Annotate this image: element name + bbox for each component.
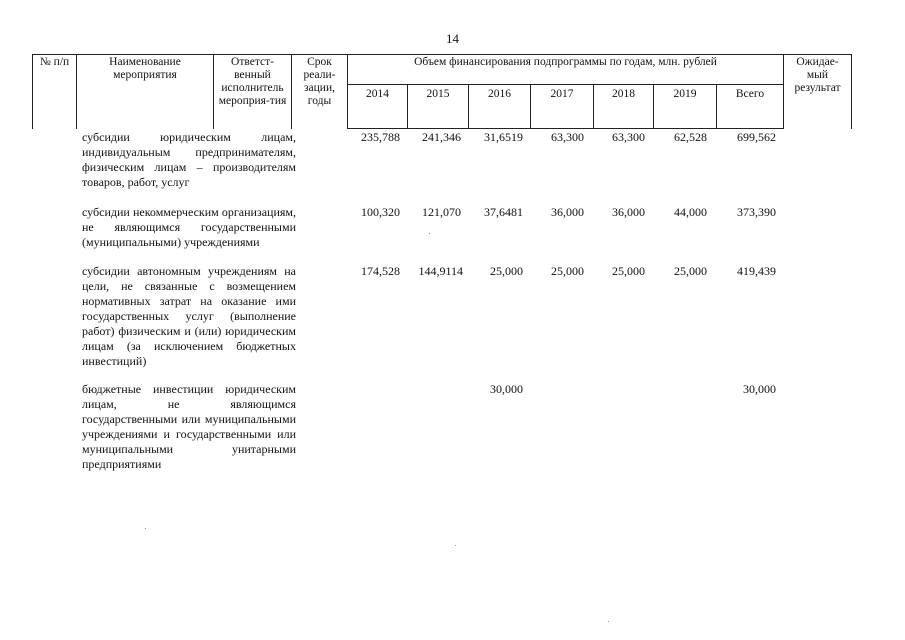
- header-year-2015: 2015: [408, 85, 469, 129]
- header-name: Наименование мероприятия: [77, 55, 214, 129]
- row-2-2016: 37,6481: [484, 205, 523, 219]
- row-3-2019: 25,000: [674, 264, 707, 278]
- header-year-2016: 2016: [469, 85, 531, 129]
- row-2-2018: 36,000: [612, 205, 645, 219]
- row-2-2019: 44,000: [674, 205, 707, 219]
- row-3-name: субсидии автономным учреждениям на цели, не связанные с возмещением нормативных затрат на оказание ими государственных услуг (выполнение работ) физическим и (или) юридическим лицам (за исключением бюджетных инвестиций): [82, 264, 296, 368]
- scan-speck: [455, 545, 456, 546]
- row-2-total: 373,390: [737, 205, 776, 219]
- header-year-2019: 2019: [654, 85, 717, 129]
- header-result: Ожидае-мый результат: [784, 55, 852, 129]
- row-1-2017: 63,300: [551, 130, 584, 144]
- row-3-total: 419,439: [737, 264, 776, 278]
- header-term: Срок реали-зации, годы: [292, 55, 348, 129]
- header-total: Всего: [717, 85, 784, 129]
- row-3-2014: 174,528: [361, 264, 400, 278]
- header-responsible: Ответст-венный исполнитель мероприя-тия: [214, 55, 292, 129]
- scan-speck: [429, 233, 430, 234]
- row-3-2018: 25,000: [612, 264, 645, 278]
- row-1-2014: 235,788: [361, 130, 400, 144]
- header-year-2017: 2017: [531, 85, 594, 129]
- header-num: № п/п: [33, 55, 77, 129]
- row-4-2016: 30,000: [490, 382, 523, 396]
- row-2-2015: 121,070: [422, 205, 461, 219]
- row-2-name: субсидии некоммерческим организациям, не являющимся государственными (муниципальными) учреждениями: [82, 205, 296, 249]
- row-1-2016: 31,6519: [484, 130, 523, 144]
- row-4-name: бюджетные инвестиции юридическим лицам, не являющимся государственными или муниципальными учреждениями и государственными или муниципальными унитарными предприятиями: [82, 382, 296, 471]
- header-year-2018: 2018: [594, 85, 654, 129]
- row-1-2018: 63,300: [612, 130, 645, 144]
- scan-speck: [608, 621, 609, 622]
- table-header: [32, 54, 852, 129]
- scan-speck: [145, 528, 146, 529]
- row-1-total: 699,562: [737, 130, 776, 144]
- row-1-2019: 62,528: [674, 130, 707, 144]
- header-year-2014: 2014: [348, 85, 408, 129]
- row-1-2015: 241,346: [422, 130, 461, 144]
- page-number: 14: [446, 31, 459, 46]
- row-2-2017: 36,000: [551, 205, 584, 219]
- header-funding: Объем финансирования подпрограммы по годам, млн. рублей: [348, 55, 784, 85]
- row-3-2017: 25,000: [551, 264, 584, 278]
- row-1-name: субсидии юридическим лицам, индивидуальным предпринимателям, физическим лицам – производителям товаров, работ, услуг: [82, 130, 296, 189]
- row-2-2014: 100,320: [361, 205, 400, 219]
- row-3-2015: 144,9114: [418, 264, 463, 278]
- row-4-total: 30,000: [743, 382, 776, 396]
- row-3-2016: 25,000: [490, 264, 523, 278]
